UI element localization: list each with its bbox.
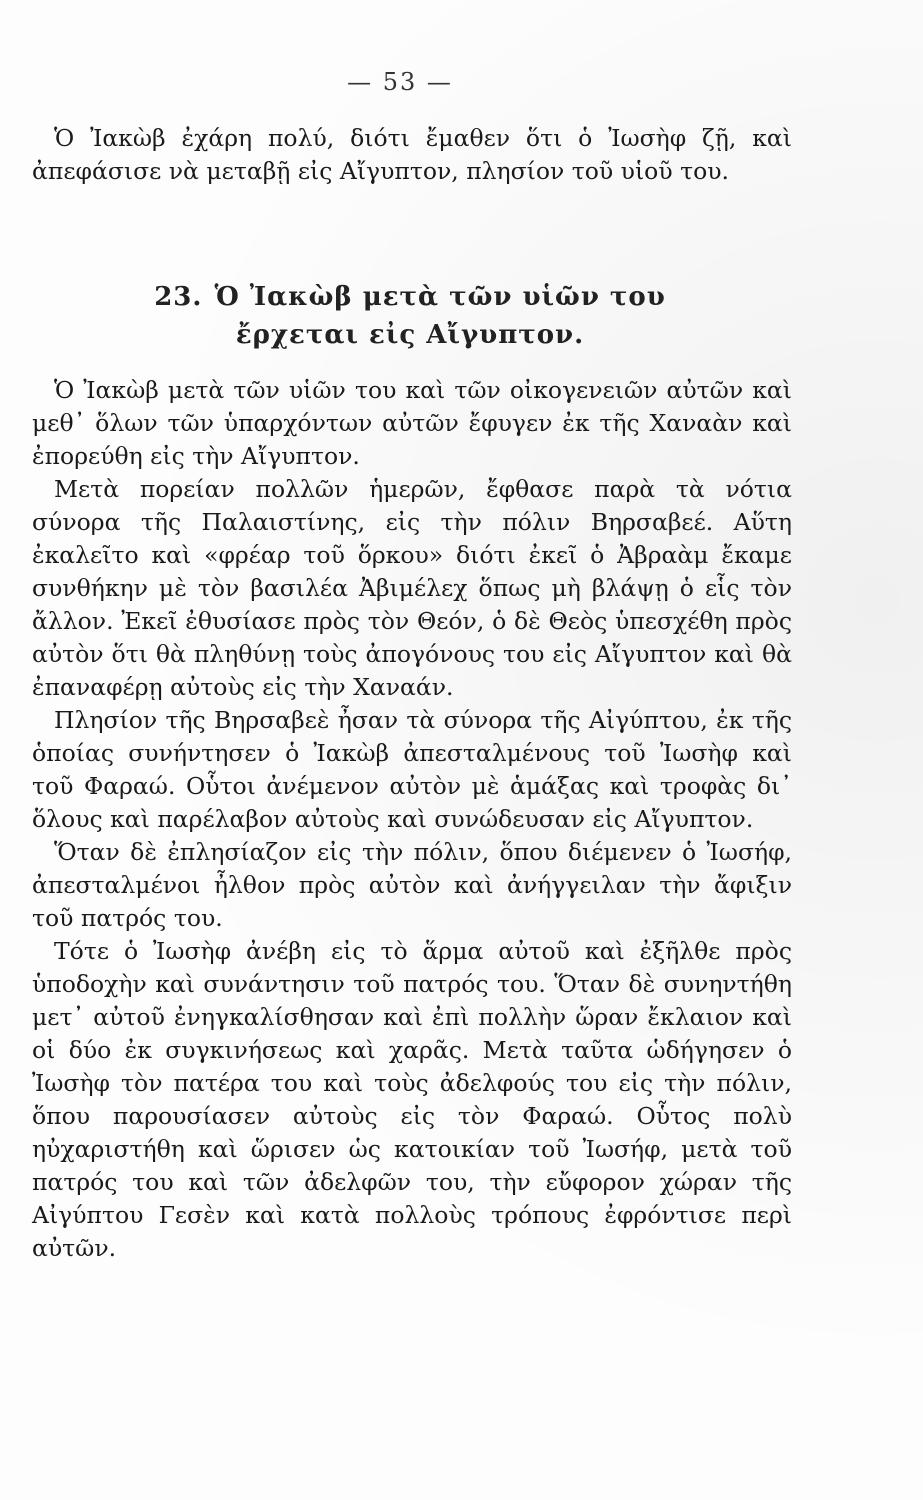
intro-paragraph-block — [32, 122, 792, 188]
paragraph-2: Μετὰ πορείαν πολλῶν ἡμερῶν, ἔφθασε παρὰ τὰ νότια σύνορα τῆς Παλαιστίνης, εἰς τὴν πόλιν Βηρσαβεέ. Αὕτη ἐκαλεῖτο καὶ «φρέαρ τοῦ ὅρκου» διότι ἐκεῖ ὁ Ἀβραὰμ ἔκαμε συνθήκην μὲ τὸν βασιλέα Ἀβιμέλεχ ὅπως μὴ βλάψῃ ὁ εἷς τὸν ἄλλον. Ἐκεῖ ἐθυσίασε πρὸς τὸν Θεόν, ὁ δὲ Θεὸς ὑπεσχέθη πρὸς αὐτὸν ὅτι θὰ πληθύνῃ τοὺς ἀπογόνους του εἰς Αἴγυπτον καὶ θὰ ἐπαναφέρῃ αὐτοὺς εἰς τὴν Χαναάν. — [32, 475, 792, 701]
paragraph-1: Ὁ Ἰακὼβ μετὰ τῶν υἱῶν του καὶ τῶν οἰκογενειῶν αὐτῶν καὶ μεθ᾽ ὅλων τῶν ὑπαρχόντων αὐτῶν ἔφυγεν ἐκ τῆς Χαναὰν καὶ ἐπορεύθη εἰς τὴν Αἴγυπτον. — [32, 376, 792, 470]
section-number: 23. — [154, 282, 203, 312]
section-body — [32, 374, 792, 1265]
paragraph-4: Ὅταν δὲ ἐπλησίαζον εἰς τὴν πόλιν, ὅπου διέμενεν ὁ Ἰωσήφ, ἀπεσταλμένοι ἦλθον πρὸς αὐτὸν καὶ ἀνήγγειλαν τὴν ἄφιξιν τοῦ πατρός του. — [32, 838, 792, 932]
paragraph-5: Τότε ὁ Ἰωσὴφ ἀνέβη εἰς τὸ ἅρμα αὐτοῦ καὶ ἐξῆλθε πρὸς ὑποδοχὴν καὶ συνάντησιν τοῦ πατρός του. Ὅταν δὲ συνηντήθη μετ᾽ αὐτοῦ ἐνηγκαλίσθησαν καὶ ἐπὶ πολλὴν ὥραν ἔκλαιον καὶ οἱ δύο ἐκ συγκινήσεως καὶ χαρᾶς. Μετὰ ταῦτα ὡδήγησεν ὁ Ἰωσὴφ τὸν πατέρα του καὶ τοὺς ἀδελφούς του εἰς τὴν πόλιν, ὅπου παρουσίασεν αὐτοὺς εἰς τὸν Φαραώ. Οὗτος πολὺ ηὐχαριστήθη καὶ ὥρισεν ὡς κατοικίαν τοῦ Ἰωσήφ, μετὰ τοῦ πατρός του καὶ τῶν ἀδελφῶν του, τὴν εὔφορον χώραν τῆς Αἰγύπτου Γεσὲν καὶ κατὰ πολλοὺς τρόπους ἐφρόντισε περὶ αὐτῶν. — [32, 937, 792, 1262]
section-title-line-2: ἔρχεται εἰς Αἴγυπτον. — [235, 320, 585, 350]
paragraph-3: Πλησίον τῆς Βηρσαβεὲ ἦσαν τὰ σύνορα τῆς Αἰγύπτου, ἐκ τῆς ὁποίας συνήντησεν ὁ Ἰακὼβ ἀπεσταλμένους τοῦ Ἰωσὴφ καὶ τοῦ Φαραώ. Οὗτοι ἀνέμενον αὐτὸν μὲ ἁμάξας καὶ τροφὰς δι᾽ ὅλους καὶ παρέλαβον αὐτοὺς καὶ συνώδευσαν εἰς Αἴγυπτον. — [32, 706, 792, 833]
section-heading-line-1 — [0, 278, 820, 316]
page-number: — 53 — — [347, 68, 453, 96]
section-heading — [0, 278, 820, 354]
intro-paragraph: Ὁ Ἰακὼβ ἐχάρη πολύ, διότι ἔμαθεν ὅτι ὁ Ἰωσὴφ ζῇ, καὶ ἀπεφάσισε νὰ μεταβῇ εἰς Αἴγυπτον, πλησίον τοῦ υἱοῦ του. — [32, 124, 792, 185]
section-title-line-1: Ὁ Ἰακὼβ μετὰ τῶν υἱῶν του — [214, 282, 666, 312]
